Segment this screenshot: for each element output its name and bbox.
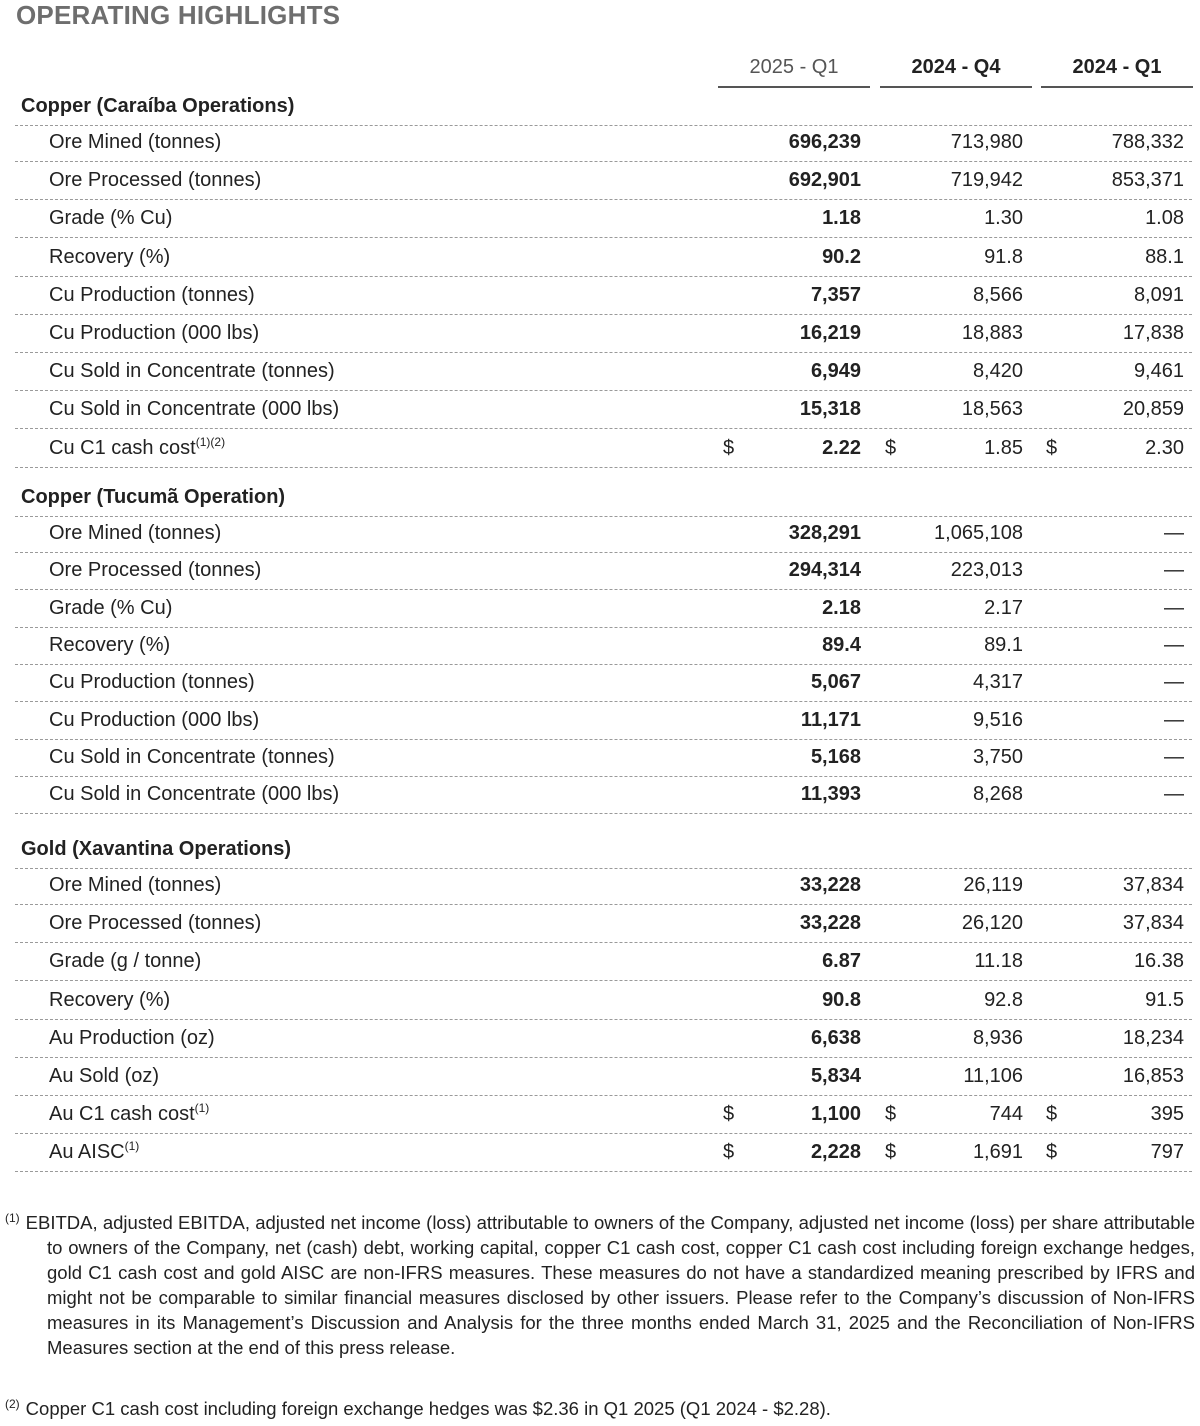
cell-value-2024-q1: 395	[1150, 1103, 1184, 1126]
table-row	[15, 392, 1192, 429]
row-label	[49, 1103, 209, 1126]
row-label-text: Ore Processed (tonnes)	[49, 169, 262, 192]
table-row	[15, 628, 1192, 665]
cell-value-2024-q4: 719,942	[950, 169, 1023, 192]
currency-symbol: $	[1046, 1141, 1058, 1164]
table-row	[15, 665, 1192, 702]
row-label-text: Cu Sold in Concentrate (000 lbs)	[49, 783, 340, 806]
table-row	[15, 553, 1192, 590]
row-label	[49, 360, 335, 383]
cell-value-2025-q1: 11,171	[800, 708, 861, 731]
cell-value-2024-q4: 223,013	[950, 559, 1023, 582]
cell-value-2024-q1: 20,859	[1122, 398, 1184, 421]
row-label	[49, 989, 170, 1012]
table-row	[15, 591, 1192, 628]
row-label	[49, 434, 226, 460]
cell-value-2025-q1: 2.18	[822, 596, 861, 619]
cell-value-2024-q4: 9,516	[972, 708, 1023, 731]
cell-value-2025-q1: 2.22	[822, 436, 861, 459]
row-label-text: Cu Sold in Concentrate (tonnes)	[49, 360, 335, 383]
cell-value-2024-q4: 2.17	[984, 596, 1023, 619]
row-label-text: Ore Processed (tonnes)	[49, 912, 262, 935]
cell-value-2024-q4: 1,691	[972, 1141, 1023, 1164]
table-row	[15, 777, 1192, 814]
row-label-text: Cu Production (tonnes)	[49, 671, 255, 694]
cell-value-2024-q1: —	[1164, 522, 1184, 544]
cell-value-2024-q1: 88.1	[1145, 245, 1184, 268]
table-row	[15, 1059, 1192, 1096]
footnote-2-text: Copper C1 cash cost including foreign exchange hedges was $2.36 in Q1 2025 (Q1 2024 - $2.28).	[25, 1398, 831, 1419]
cell-value-2025-q1: 294,314	[788, 559, 861, 582]
row-label	[49, 634, 170, 657]
cell-value-2024-q4: 8,268	[972, 783, 1023, 806]
cell-value-2025-q1: 90.2	[822, 245, 861, 268]
cell-value-2024-q4: 3,750	[972, 745, 1023, 768]
cell-value-2025-q1: 16,219	[799, 322, 861, 344]
footnote-1	[5, 1210, 1195, 1360]
cell-value-2025-q1: 90.8	[822, 988, 861, 1011]
cell-value-2024-q1: 2.30	[1145, 436, 1184, 459]
cell-value-2025-q1: 5,067	[810, 671, 861, 694]
row-label	[49, 597, 172, 620]
table-row	[15, 703, 1192, 740]
row-label-text: Cu Production (000 lbs)	[49, 708, 260, 731]
table-row	[15, 240, 1192, 277]
table-row	[15, 201, 1192, 238]
cell-value-2025-q1: 6.87	[822, 950, 861, 973]
currency-symbol: $	[1046, 436, 1058, 459]
cell-value-2024-q4: 18,883	[961, 322, 1023, 344]
table-row	[15, 983, 1192, 1020]
table-row	[15, 354, 1192, 391]
column-header-2025-q1: 2025 - Q1	[718, 56, 870, 88]
row-label-text: Grade (% Cu)	[49, 596, 173, 619]
currency-symbol: $	[885, 1141, 897, 1164]
column-header-2024-q1: 2024 - Q1	[1041, 56, 1193, 88]
cell-value-2024-q4: 4,317	[972, 671, 1023, 694]
row-label	[49, 398, 339, 421]
cell-value-2024-q4: 89.1	[984, 633, 1023, 656]
footnote-reference: (1)(2)	[195, 434, 226, 449]
section-title: Gold (Xavantina Operations)	[21, 838, 292, 860]
table-row	[15, 740, 1192, 777]
cell-value-2024-q4: 8,420	[972, 360, 1023, 383]
cell-value-2024-q1: 788,332	[1111, 131, 1184, 153]
cell-value-2024-q1: 37,834	[1122, 912, 1184, 935]
row-label-text: Au AISC	[49, 1141, 125, 1164]
section-title: Copper (Caraíba Operations)	[21, 95, 295, 117]
cell-value-2025-q1: 6,949	[810, 360, 861, 383]
row-label	[49, 746, 335, 769]
currency-symbol: $	[1046, 1103, 1058, 1126]
cell-value-2024-q1: —	[1164, 745, 1184, 768]
table-row	[15, 278, 1192, 315]
row-label	[49, 783, 339, 806]
row-label	[49, 950, 201, 973]
row-label	[49, 284, 255, 307]
cell-value-2025-q1: 5,168	[810, 745, 861, 768]
table-row	[15, 944, 1192, 981]
row-label-text: Recovery (%)	[49, 633, 171, 656]
row-label	[49, 1141, 139, 1164]
cell-value-2025-q1: 11,393	[800, 783, 861, 806]
row-label	[49, 522, 221, 545]
table-row	[15, 516, 1192, 553]
cell-value-2025-q1: 33,228	[799, 912, 861, 935]
footnote-1-text: EBITDA, adjusted EBITDA, adjusted net income (loss) attributable to owners of the Company, adjusted net income (loss) per share attributable to owners of the Company, net (cash) debt, working capital, copper C1 cash cost, copper C1 cash cost including foreign exchange hedges, gold C1 cash cost and gold AISC are non-IFRS measures. These measures do not have a standardized meaning prescribed by IFRS and might not be comparable to similar financial measures disclosed by other issuers. Please refer to the Company’s discussion of Non-IFRS measures in its Management’s Discussion and Analysis for the three months ended March 31, 2025 and the Reconciliation of Non-IFRS Measures section at the end of this press release.	[25, 1212, 1195, 1358]
footnote-2-mark: (2)	[5, 1397, 20, 1411]
table-row	[15, 1135, 1192, 1172]
table-row	[15, 1097, 1192, 1134]
footnote-reference: (1)	[194, 1101, 210, 1116]
page-title: OPERATING HIGHLIGHTS	[16, 0, 341, 30]
cell-value-2025-q1: 5,834	[810, 1065, 861, 1087]
cell-value-2024-q1: 797	[1150, 1141, 1184, 1164]
cell-value-2025-q1: 6,638	[810, 1026, 861, 1049]
table-row	[15, 906, 1192, 943]
table-row	[15, 163, 1192, 200]
cell-value-2024-q1: —	[1164, 671, 1184, 694]
row-label-text: Cu Production (tonnes)	[49, 283, 255, 306]
cell-value-2025-q1: 2,228	[810, 1141, 861, 1164]
row-label-text: Cu Sold in Concentrate (000 lbs)	[49, 398, 340, 421]
cell-value-2024-q1: 8,091	[1133, 283, 1184, 306]
footnote-reference: (1)	[124, 1139, 140, 1154]
cell-value-2024-q1: —	[1164, 783, 1184, 806]
column-header-2024-q4: 2024 - Q4	[880, 56, 1032, 88]
row-label-text: Ore Processed (tonnes)	[49, 559, 262, 582]
cell-value-2024-q1: —	[1164, 596, 1184, 619]
currency-symbol: $	[723, 1103, 735, 1126]
footnote-1-mark: (1)	[5, 1211, 20, 1225]
section-title: Copper (Tucumã Operation)	[21, 486, 286, 508]
row-label	[49, 207, 172, 230]
table-row	[15, 868, 1192, 905]
cell-value-2024-q4: 18,563	[961, 398, 1023, 421]
cell-value-2024-q4: 11.18	[974, 950, 1023, 973]
cell-value-2025-q1: 33,228	[799, 874, 861, 896]
row-label	[49, 1027, 215, 1050]
cell-value-2024-q1: 1.08	[1145, 207, 1184, 230]
table-row	[15, 316, 1192, 353]
cell-value-2024-q1: —	[1164, 559, 1184, 582]
currency-symbol: $	[885, 436, 897, 459]
row-label-text: Ore Mined (tonnes)	[49, 874, 222, 896]
row-label	[49, 322, 259, 345]
row-label-text: Recovery (%)	[49, 988, 171, 1011]
row-label-text: Grade (% Cu)	[49, 207, 173, 230]
row-label-text: Cu C1 cash cost	[49, 436, 196, 459]
currency-symbol: $	[723, 436, 735, 459]
row-label-text: Cu Sold in Concentrate (tonnes)	[49, 745, 335, 768]
cell-value-2025-q1: 1,100	[810, 1103, 861, 1126]
cell-value-2024-q1: 37,834	[1122, 874, 1184, 896]
currency-symbol: $	[723, 1141, 735, 1164]
cell-value-2024-q1: 853,371	[1111, 169, 1184, 192]
cell-value-2025-q1: 696,239	[788, 131, 861, 153]
cell-value-2025-q1: 7,357	[810, 283, 861, 306]
row-label-text: Recovery (%)	[49, 245, 171, 268]
row-label-text: Au Sold (oz)	[49, 1065, 160, 1087]
cell-value-2025-q1: 15,318	[799, 398, 861, 421]
cell-value-2024-q1: 18,234	[1122, 1026, 1184, 1049]
row-label	[49, 559, 261, 582]
cell-value-2024-q1: 17,838	[1122, 322, 1184, 344]
cell-value-2024-q4: 713,980	[950, 131, 1023, 153]
row-label	[49, 1065, 159, 1088]
currency-symbol: $	[885, 1103, 897, 1126]
table-row	[15, 125, 1192, 162]
row-label	[49, 671, 255, 694]
row-label-text: Au Production (oz)	[49, 1026, 215, 1049]
cell-value-2024-q4: 8,936	[972, 1026, 1023, 1049]
cell-value-2024-q4: 92.8	[984, 988, 1023, 1011]
cell-value-2024-q1: 9,461	[1133, 360, 1184, 383]
row-label-text: Cu Production (000 lbs)	[49, 322, 260, 344]
cell-value-2025-q1: 89.4	[822, 633, 861, 656]
cell-value-2025-q1: 1.18	[822, 207, 861, 230]
cell-value-2024-q1: 16,853	[1122, 1065, 1184, 1087]
row-label-text: Grade (g / tonne)	[49, 950, 202, 973]
row-label	[49, 912, 261, 935]
row-label-text: Ore Mined (tonnes)	[49, 131, 222, 153]
cell-value-2024-q4: 11,106	[963, 1065, 1023, 1087]
cell-value-2024-q4: 26,119	[963, 874, 1023, 896]
table-row	[15, 431, 1192, 468]
row-label-text: Ore Mined (tonnes)	[49, 522, 222, 544]
cell-value-2024-q1: —	[1164, 708, 1184, 731]
cell-value-2024-q4: 26,120	[961, 912, 1023, 935]
cell-value-2024-q4: 91.8	[984, 245, 1023, 268]
row-label	[49, 709, 259, 732]
cell-value-2025-q1: 692,901	[788, 169, 861, 192]
cell-value-2024-q4: 1.85	[984, 436, 1023, 459]
row-label	[49, 131, 221, 154]
cell-value-2024-q4: 1,065,108	[934, 522, 1023, 544]
row-label	[49, 874, 221, 897]
row-label	[49, 246, 170, 269]
cell-value-2024-q1: —	[1164, 633, 1184, 656]
cell-value-2024-q4: 744	[989, 1103, 1023, 1126]
cell-value-2025-q1: 328,291	[788, 522, 861, 544]
row-label-text: Au C1 cash cost	[49, 1103, 195, 1126]
row-label	[49, 169, 261, 192]
cell-value-2024-q4: 8,566	[972, 283, 1023, 306]
cell-value-2024-q1: 16.38	[1133, 950, 1184, 973]
table-row	[15, 1021, 1192, 1058]
footnote-2	[5, 1396, 831, 1421]
cell-value-2024-q1: 91.5	[1145, 988, 1184, 1011]
cell-value-2024-q4: 1.30	[984, 207, 1023, 230]
